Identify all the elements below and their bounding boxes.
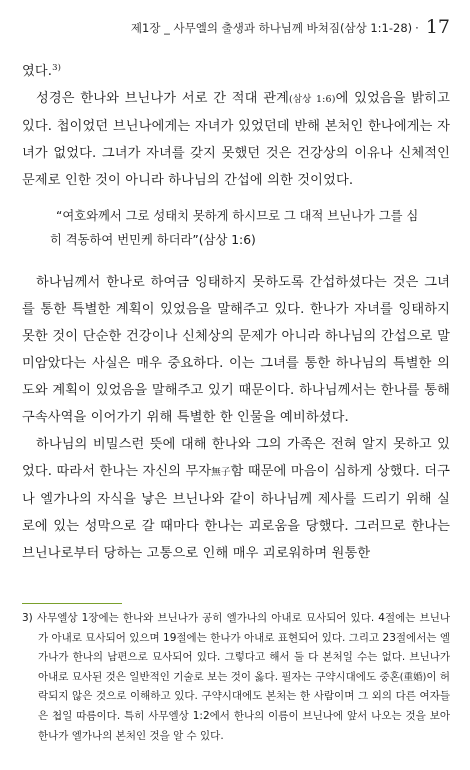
footnote-hanja: (重婚)	[399, 671, 427, 683]
paragraph-3: 하나님의 비밀스런 뜻에 대해 한나와 그의 가족은 전혀 알지 못하고 있었다. 따라서 한나는 자신의 무자無子함 때문에 마음이 심하게 상했다. 더구나 엘가나의 자식을 낳은 브닌나와 같이 하나님께 제사를 드리기 위해 실로에 있는 성막으로 갈 때마다 한나는 괴로움을 당했다. 그러므로 한나는 브닌나로부터 당하는 고통으로 인해 매우 괴로워하며 원통한	[22, 437, 450, 561]
chapter-title: 제1장 _ 사무엘의 출생과 하나님께 바쳐짐(삼상 1:1-28)	[130, 21, 413, 35]
header-separator: ·	[415, 21, 419, 35]
scripture-ref: (삼상 1:6)	[289, 94, 336, 105]
paragraph-continuation: 였다.$^{3)}$	[22, 63, 62, 79]
footnote-divider	[22, 603, 122, 604]
scripture-quote	[50, 204, 446, 252]
quote-line-2: 히 격동하여 번민케 하더라”(삼상 1:6)	[50, 233, 256, 247]
footnote: 3) 사무엘상 1장에는 한나와 브닌나가 공히 엘가나의 아내로 묘사되어 있다. 4절에는 브닌나가 아내로 묘사되어 있으며 19절에는 한나가 아내로 표현되어 있다. 그리고 23절에서는 엘가나가 한나의 남편으로 묘사되어 있다. 그렇다고 해서 둘 다 본처일 수는 없다. 브닌나가 아내로 묘사된 것은 일반적인 기술로 보는 것이 옳다. 필자는 구약시대에도 중혼(重婚)이 허락되지 않은 것으로 이해하고 있다. 구약시대에도 본처는 한 사람이며 그 외의 다른 여자들은 첩일 따름이다. 특히 사무엘상 1:2에서 한나의 이름이 브닌나에 앞서 나오는 것을 보아 한나가 엘가나의 본처인 것을 알 수 있다.	[22, 612, 450, 742]
paragraph-1: 성경은 한나와 브닌나가 서로 간 적대 관계(삼상 1:6)에 있었음을 밝히고 있다. 첩이었던 브닌나에게는 자녀가 있었던데 반해 본처인 한나에게는 자녀가 없었다. 그녀가 자녀를 갖지 못했던 것은 건강상의 이유나 신체적인 문제로 인한 것이 아니라 하나님의 간섭에 의한 것이었다.	[22, 91, 451, 188]
hanja-annotation: 無子	[211, 467, 231, 478]
paragraph-2: 하나님께서 한나로 하여금 잉태하지 못하도록 간섭하셨다는 것은 그녀를 통한 특별한 계획이 있었음을 말해주고 있다. 한나가 자녀를 잉태하지 못한 것이 단순한 건강이나 신체상의 문제가 아니라 하나님의 간섭으로 말미암았다는 사실은 매우 중요하다. 이는 그녀를 통한 하나님의 특별한 의도와 계획이 있었음을 말해주고 있기 때문이다. 하나님께서는 한나를 통해 구속사역을 이어가기 위해 특별한 한 인물을 예비하셨다.	[22, 275, 450, 425]
quote-line-1: “여호와께서 그로 성태치 못하게 하시므로 그 대적 브닌나가 그를 심	[56, 209, 419, 223]
footnote-marker: 3)	[22, 612, 33, 624]
footnote-ref: 3)	[52, 63, 62, 73]
page-body	[22, 58, 450, 567]
running-header	[22, 14, 450, 40]
page-number: 17	[425, 16, 450, 38]
